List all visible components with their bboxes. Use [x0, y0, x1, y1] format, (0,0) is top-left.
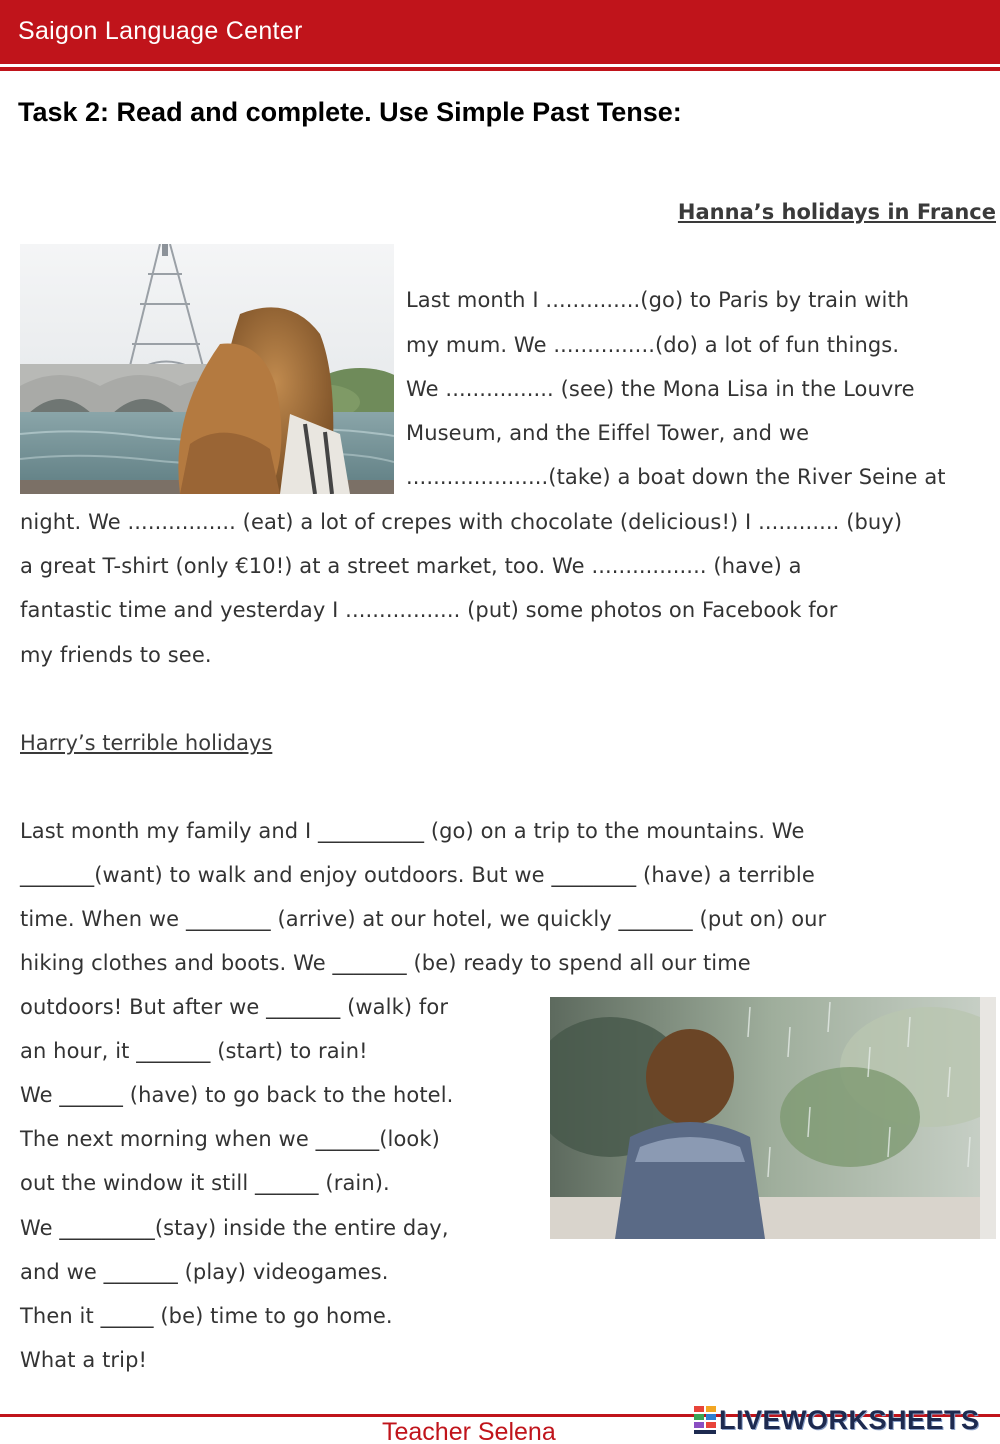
teacher-name: Teacher Selena	[382, 1418, 556, 1444]
story1-line-8: fantastic time and yesterday I ................. (put) some photos on Facebook for	[20, 598, 838, 622]
paris-photo	[20, 244, 394, 494]
story2-line-11: and we _______ (play) videogames.	[20, 1260, 389, 1284]
liveworksheets-logo	[694, 1404, 980, 1436]
story2-line-2: _______(want) to walk and enjoy outdoors. But we ________ (have) a terrible	[20, 863, 815, 887]
story2-line-4: hiking clothes and boots. We _______ (be) ready to spend all our time	[20, 951, 751, 975]
story2-line-7: We ______ (have) to go back to the hotel.	[20, 1083, 454, 1107]
story2-line-10: We _________(stay) inside the entire day,	[20, 1216, 449, 1240]
story1-line-3: We ................ (see) the Mona Lisa in the Louvre	[406, 377, 915, 401]
story2-line-6: an hour, it _______ (start) to rain!	[20, 1039, 368, 1063]
story1-line-5: .....................(take) a boat down the River Seine at	[406, 465, 946, 489]
story1-line-7: a great T-shirt (only €10!) at a street market, too. We ................. (have) a	[20, 554, 802, 578]
story2-line-13: What a trip!	[20, 1348, 148, 1372]
task-title: Task 2: Read and complete. Use Simple Past Tense:	[18, 97, 682, 127]
header-bar	[0, 0, 1000, 64]
story1-line-2: my mum. We ...............(do) a lot of fun things.	[406, 333, 900, 357]
story1-line-1: Last month I ..............(go) to Paris by train with	[406, 288, 910, 312]
story2-line-1: Last month my family and I __________ (go) on a trip to the mountains. We	[20, 819, 805, 843]
story2-line-3: time. When we ________ (arrive) at our hotel, we quickly _______ (put on) our	[20, 907, 827, 931]
story2-line-9: out the window it still ______ (rain).	[20, 1171, 390, 1195]
story2-title: Harry’s terrible holidays	[20, 731, 273, 755]
header-rule	[0, 67, 1000, 71]
story2-line-5: outdoors! But after we _______ (walk) for	[20, 995, 449, 1019]
story1-line-4: Museum, and the Eiffel Tower, and we	[406, 421, 810, 445]
story1-line-6: night. We ................ (eat) a lot of crepes with chocolate (delicious!) I ............ (buy)	[20, 510, 903, 534]
liveworksheets-wordmark: LIVEWORKSHEETS	[719, 1404, 980, 1435]
story2-line-8: The next morning when we ______(look)	[20, 1127, 440, 1151]
story1-title: Hanna’s holidays in France	[677, 200, 996, 224]
story2-line-12: Then it _____ (be) time to go home.	[20, 1304, 393, 1328]
header-title: Saigon Language Center	[18, 17, 303, 45]
liveworksheets-icon	[694, 1406, 716, 1434]
rain-window-photo	[550, 997, 996, 1239]
story1-line-9: my friends to see.	[20, 643, 212, 667]
